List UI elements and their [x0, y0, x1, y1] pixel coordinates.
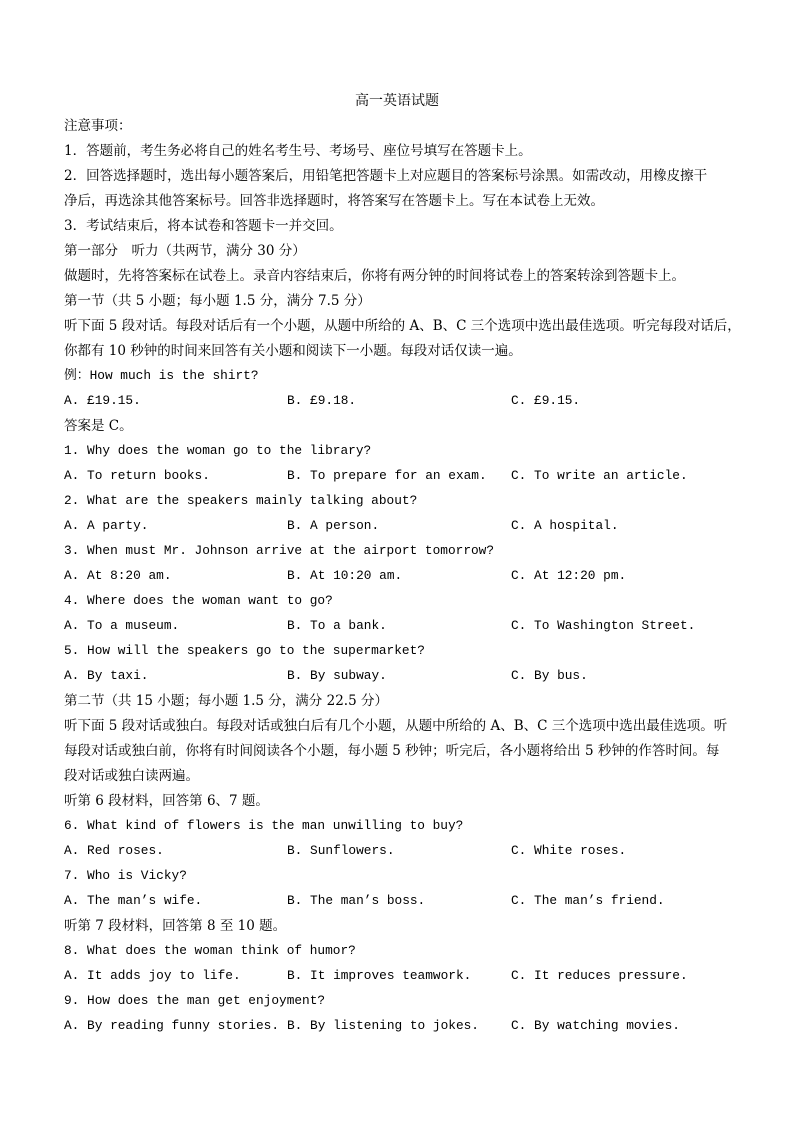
section1-instruction: 你都有 10 秒钟的时间来回答有关小题和阅读下一小题。每段对话仅读一遍。 — [64, 343, 522, 359]
question-4-option-b: B. To a bank. — [287, 618, 387, 633]
example-answer: 答案是 C。 — [64, 418, 133, 434]
question-4-option-c: C. To Washington Street. — [511, 618, 696, 633]
question-7-option-c: C. The man’s friend. — [511, 893, 665, 908]
section2-heading: 第二节（共 15 小题；每小题 1.5 分，满分 22.5 分） — [64, 693, 388, 709]
question-7-option-b: B. The man’s boss. — [287, 893, 426, 908]
part1-heading: 第一部分 听力（共两节，满分 30 分） — [64, 243, 306, 259]
question-2: 2. What are the speakers mainly talking about? — [64, 493, 418, 508]
question-3-option-b: B. At 10:20 am. — [287, 568, 403, 583]
question-1-option-b: B. To prepare for an exam. — [287, 468, 487, 483]
question-8-option-c: C. It reduces pressure. — [511, 968, 688, 983]
example-option-b: B. £9.18. — [287, 393, 357, 408]
notice-item: 3．考试结束后，将本试卷和答题卡一并交回。 — [64, 218, 343, 234]
question-3-option-c: C. At 12:20 pm. — [511, 568, 627, 583]
example-option-a: A. £19.15. — [64, 393, 141, 408]
question-4: 4. Where does the woman want to go? — [64, 593, 333, 608]
notice-heading: 注意事项： — [64, 118, 132, 134]
question-6-option-c: C. White roses. — [511, 843, 627, 858]
question-2-option-a: A. A party. — [64, 518, 149, 533]
question-5: 5. How will the speakers go to the supermarket? — [64, 643, 425, 658]
question-9: 9. How does the man get enjoyment? — [64, 993, 326, 1008]
section2-instruction: 段对话或独白读两遍。 — [64, 768, 199, 784]
notice-item: 净后，再选涂其他答案标号。回答非选择题时，将答案写在答题卡上。写在本试卷上无效。 — [64, 193, 604, 209]
question-5-option-a: A. By taxi. — [64, 668, 149, 683]
question-7-option-a: A. The man’s wife. — [64, 893, 203, 908]
question-9-option-a: A. By reading funny stories. — [64, 1018, 280, 1033]
question-8-option-b: B. It improves teamwork. — [287, 968, 472, 983]
question-6-option-a: A. Red roses. — [64, 843, 164, 858]
section2-instruction: 每段对话或独白前，你将有时间阅读各个小题，每小题 5 秒钟；听完后，各小题将给出 5 秒钟的作答时间。每 — [64, 743, 720, 759]
question-1-option-a: A. To return books. — [64, 468, 210, 483]
section1-heading: 第一节（共 5 小题；每小题 1.5 分，满分 7.5 分） — [64, 293, 371, 309]
question-1-option-c: C. To write an article. — [511, 468, 688, 483]
material-6-heading: 听第 6 段材料，回答第 6、7 题。 — [64, 793, 269, 809]
question-5-option-b: B. By subway. — [287, 668, 387, 683]
question-7: 7. Who is Vicky? — [64, 868, 187, 883]
question-9-option-b: B. By listening to jokes. — [287, 1018, 479, 1033]
question-9-option-c: C. By watching movies. — [511, 1018, 680, 1033]
example-question: 例：How much is the shirt? — [64, 368, 259, 383]
question-3-option-a: A. At 8:20 am. — [64, 568, 172, 583]
material-7-heading: 听第 7 段材料，回答第 8 至 10 题。 — [64, 918, 287, 934]
question-6-option-b: B. Sunflowers. — [287, 843, 395, 858]
question-3: 3. When must Mr. Johnson arrive at the airport tomorrow? — [64, 543, 495, 558]
page-title: 高一英语试题 — [355, 93, 439, 109]
section2-instruction: 听下面 5 段对话或独白。每段对话或独白后有几个小题，从题中所给的 A、B、C 三个选项中选出最佳选项。听 — [64, 718, 728, 734]
section1-instruction: 听下面 5 段对话。每段对话后有一个小题，从题中所给的 A、B、C 三个选项中选出最佳选项。听完每段对话后， — [64, 318, 741, 334]
example-option-c: C. £9.15. — [511, 393, 581, 408]
question-2-option-c: C. A hospital. — [511, 518, 619, 533]
question-5-option-c: C. By bus. — [511, 668, 588, 683]
question-8-option-a: A. It adds joy to life. — [64, 968, 241, 983]
question-2-option-b: B. A person. — [287, 518, 380, 533]
question-4-option-a: A. To a museum. — [64, 618, 180, 633]
question-8: 8. What does the woman think of humor? — [64, 943, 356, 958]
notice-item: 2．回答选择题时，选出每小题答案后，用铅笔把答题卡上对应题目的答案标号涂黑。如需改动，用橡皮擦干 — [64, 168, 708, 184]
notice-item: 1．答题前，考生务必将自己的姓名考生号、考场号、座位号填写在答题卡上。 — [64, 143, 532, 159]
question-1: 1. Why does the woman go to the library? — [64, 443, 372, 458]
question-6: 6. What kind of flowers is the man unwilling to buy? — [64, 818, 464, 833]
part1-instruction: 做题时，先将答案标在试卷上。录音内容结束后，你将有两分钟的时间将试卷上的答案转涂到答题卡上。 — [64, 268, 685, 284]
